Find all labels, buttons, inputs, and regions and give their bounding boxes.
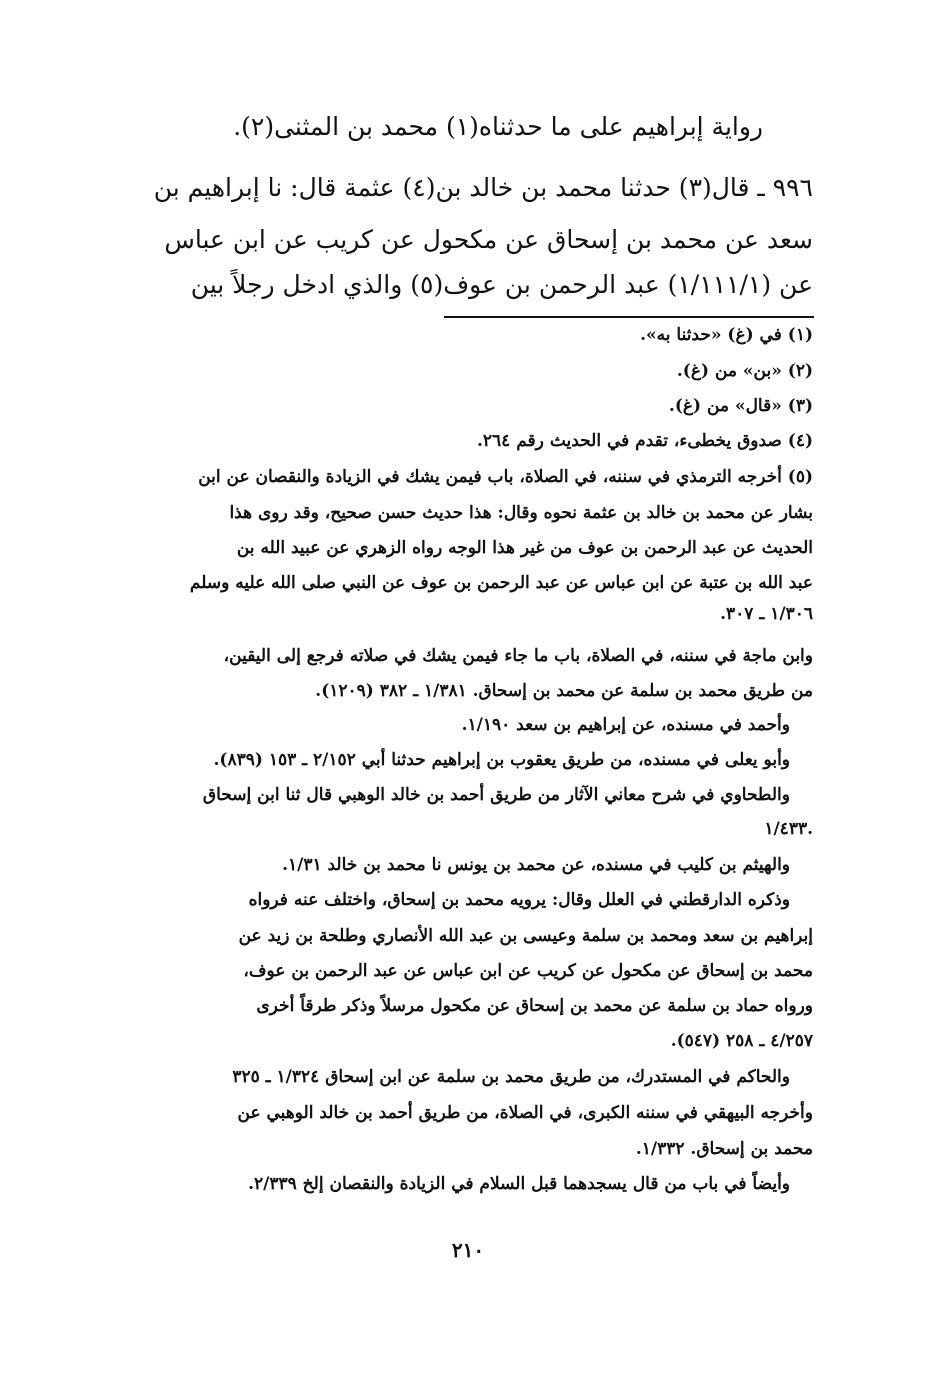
footnote-1: (١) في (غ) «حدثنا به». (640, 325, 813, 345)
footnote-5-line-4: عبد الله بن عتبة عن ابن عباس عن عبد الرحمن بن عوف عن النبي صلى الله عليه وسلم (189, 573, 813, 593)
page-number: ٢١٠ (451, 1238, 485, 1262)
footnote-5-line-18: والحاكم في المستدرك، من طريق محمد بن سلمة عن ابن إسحاق ١/٣٢٤ ـ ٣٢٥ (232, 1067, 790, 1087)
footnote-5-line-8: وأحمد في مسنده، عن إبراهيم بن سعد ١/١٩٠. (461, 715, 790, 735)
footnote-4: (٤) صدوق يخطىء، تقدم في الحديث رقم ٢٦٤. (477, 431, 813, 451)
footnote-5-line-15: محمد بن إسحاق عن مكحول عن كريب عن ابن عباس عن عبد الرحمن بن عوف، (243, 961, 813, 981)
footnote-5-line-19: وأخرجه البيهقي في سننه الكبرى، في الصلاة، من طريق أحمد بن خالد الوهبي عن (237, 1103, 813, 1123)
footnote-5-line-10: والطحاوي في شرح معاني الآثار من طريق أحمد بن خالد الوهبي قال ثنا ابن إسحاق (202, 785, 790, 805)
footnote-5-line-12: والهيثم بن كليب في مسنده، عن محمد بن يونس نا محمد بن خالد ١/٣١. (282, 855, 790, 875)
footnote-5-line-7: من طريق محمد بن سلمة عن محمد بن إسحاق. ١/٣٨١ ـ ٣٨٢ (١٢٠٩). (315, 681, 813, 701)
main-text-line-2: ٩٩٦ ـ قال(٣) حدثنا محمد بن خالد بن(٤) عثمة قال: نا إبراهيم بن (153, 173, 813, 202)
footnote-3: (٣) «قال» من (غ). (668, 396, 813, 416)
footnote-separator (444, 316, 814, 318)
footnote-5-line-11: ١/٤٣٣. (764, 819, 813, 839)
main-text-line-1: رواية إبراهيم على ما حدثناه(١) محمد بن المثنى(٢). (233, 112, 763, 141)
footnote-5-line-9: وأبو يعلى في مسنده، من طريق يعقوب بن إبراهيم حدثنا أبي ٢/١٥٢ ـ ١٥٣ (٨٣٩). (213, 750, 790, 770)
footnote-2: (٢) «بن» من (غ). (676, 361, 813, 381)
footnote-5-line-14: إبراهيم بن سعد ومحمد بن سلمة وعيسى بن عبد الله الأنصاري وطلحة بن زيد عن (238, 926, 813, 946)
footnote-5-line-13: وذكره الدارقطني في العلل وقال: يرويه محمد بن إسحاق، واختلف عنه فرواه (248, 890, 790, 910)
footnote-5-line-6: وابن ماجة في سننه، في الصلاة، باب ما جاء فيمن يشك في صلاته فرجع إلى اليقين، (223, 646, 813, 666)
footnote-5-line-17: ٤/٢٥٧ ـ ٢٥٨ (٥٤٧). (670, 1031, 813, 1051)
footnote-5-line-5: ١/٣٠٦ ـ ٣٠٧. (720, 604, 813, 624)
footnote-5-line-1: (٥) أخرجه الترمذي في سننه، في الصلاة، باب فيمن يشك في الزيادة والنقصان عن ابن (198, 467, 813, 487)
main-text-line-4: عن (١/١١١/١) عبد الرحمن بن عوف(٥) والذي ادخل رجلاً بين (190, 270, 813, 299)
footnote-5-line-16: ورواه حماد بن سلمة عن محمد بن إسحاق عن مكحول مرسلاً وذكر طرقاً أخرى (256, 996, 813, 1016)
main-text-line-3: سعد عن محمد بن إسحاق عن مكحول عن كريب عن ابن عباس (164, 225, 813, 254)
footnote-5-line-3: الحديث عن عبد الرحمن بن عوف من غير هذا الوجه رواه الزهري عن عبيد الله بن (236, 538, 813, 558)
footnote-5-line-21: وأيضاً في باب من قال يسجدهما قبل السلام في الزيادة والنقصان إلخ ٢/٣٣٩. (248, 1174, 790, 1194)
footnote-5-line-20: محمد بن إسحاق. ١/٣٣٢. (635, 1139, 813, 1159)
footnote-5-line-2: بشار عن محمد بن خالد بن عثمة نحوه وقال: هذا حديث حسن صحيح، وقد روى هذا (229, 503, 813, 523)
